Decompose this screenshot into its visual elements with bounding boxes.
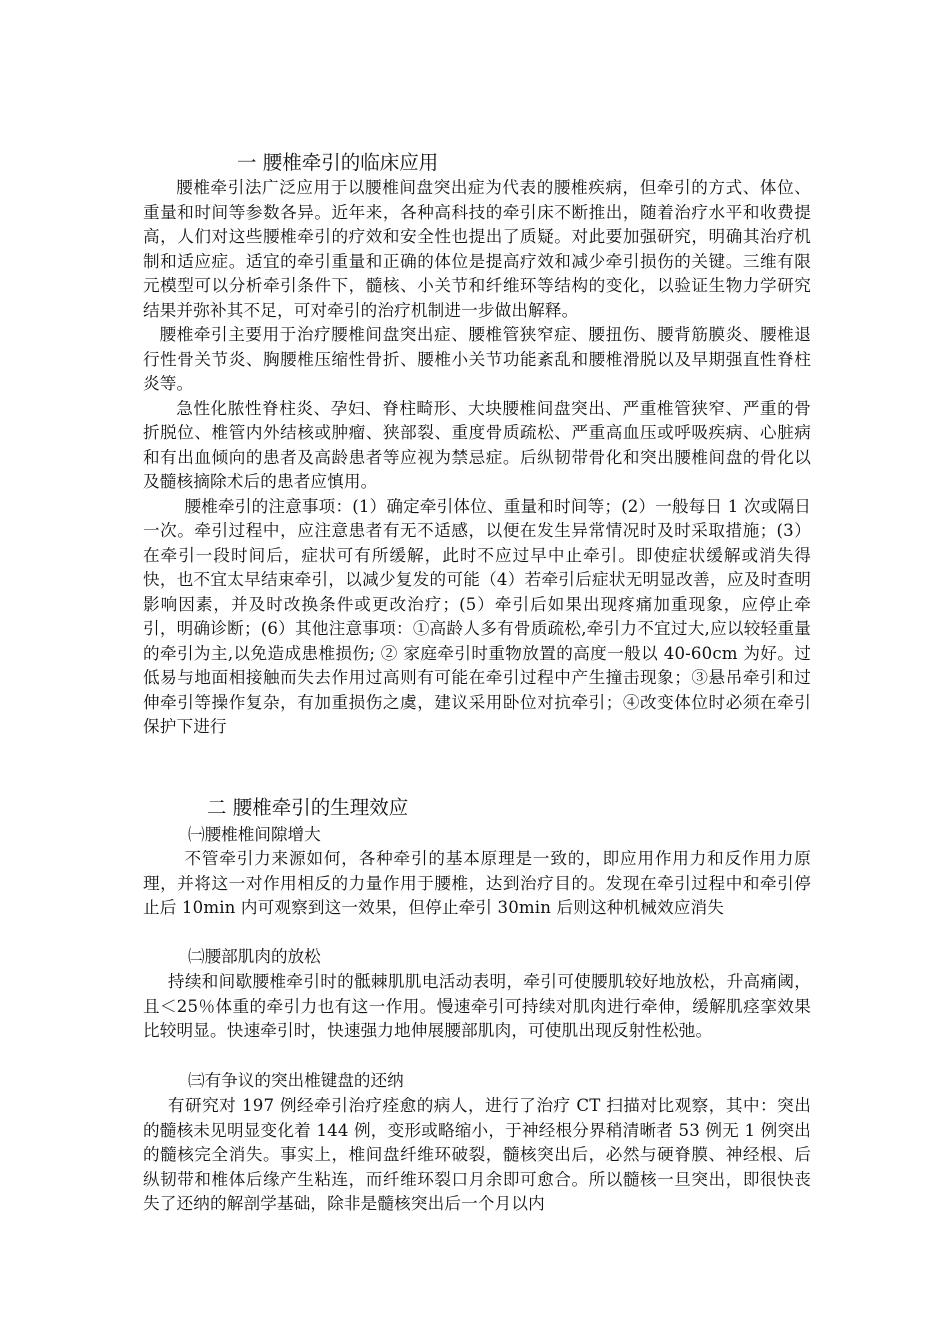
section2-sub1-title: ㈠腰椎椎间隙增大 xyxy=(188,825,321,844)
section1-paragraph-2: 腰椎牵引主要用于治疗腰椎间盘突出症、腰椎管狭窄症、腰扭伤、腰背筋膜炎、腰椎退行性骨关节炎、胸腰椎压缩性骨折、腰椎小关节功能紊乱和腰椎滑脱以及早期强直性脊柱炎等。 xyxy=(143,325,811,393)
section2-sub3-body xyxy=(143,1094,811,1217)
section1-title: 一 腰椎牵引的临床应用 xyxy=(237,151,439,174)
section1-paragraph-1: 腰椎牵引法广泛应用于以腰椎间盘突出症为代表的腰椎疾病，但牵引的方式、体位、重量和时间等参数各异。近年来，各种高科技的牵引床不断推出，随着治疗水平和收费提高，人们对这些腰椎牵引的疗效和安全性也提出了质疑。对此要加强研究，明确其治疗机制和适应症。适宜的牵引重量和正确的体位是提高疗效和减少牵引损伤的关键。三维有限元模型可以分析牵引条件下，髓核、小关节和纤维环等结构的变化，以验证生物力学研究结果并弥补其不足，可对牵引的治疗机制进一步做出解释。 xyxy=(143,178,811,320)
section2-title: 二 腰椎牵引的生理效应 xyxy=(207,796,409,819)
section1-body xyxy=(143,176,811,740)
section2-sub2-title: ㈡腰部肌肉的放松 xyxy=(188,947,321,966)
section2-sub3-title: ㈢有争议的突出椎键盘的还纳 xyxy=(188,1071,404,1090)
section2-sub2-text: 持续和间歇腰椎牵引时的骶棘肌肌电活动表明，牵引可使腰肌较好地放松，升高痛阈，且＜25％体重的牵引力也有这一作用。慢速牵引可持续对肌肉进行牵伸，缓解肌痉挛效果比较明显。快速牵引时，快速强力地伸展腰部肌肉，可使肌出现反射性松弛。 xyxy=(143,972,811,1040)
section2-sub1-text: 不管牵引力来源如何，各种牵引的基本原理是一致的，即应用作用力和反作用力原理，并将这一对作用相反的力量作用于腰椎，达到治疗目的。发现在牵引过程中和牵引停止后 10min 内可观察到这一效果，但停止牵引 30min 后则这种机械效应消失 xyxy=(143,849,811,917)
section2-sub3-text: 有研究对 197 例经牵引治疗痊愈的病人，进行了治疗 CT 扫描对比观察，其中：突出的髓核未见明显变化着 144 例，变形或略缩小，于神经根分界稍清晰者 53 例无 1 例突出的髓核完全消失。事实上，椎间盘纤维环破裂，髓核突出后，必然与硬脊膜、神经根、后纵韧带和椎体后缘产生粘连，而纤维环裂口月余即可愈合。所以髓核一旦突出，即很快丧失了还纳的解剖学基础，除非是髓核突出后一个月以内 xyxy=(143,1096,811,1213)
section1-paragraph-3: 急性化脓性脊柱炎、孕妇、脊柱畸形、大块腰椎间盘突出、严重椎管狭窄、严重的骨折脱位、椎管内外结核或肿瘤、狭部裂、重度骨质疏松、严重高血压或呼吸疾病、心脏病和有出血倾向的患者及高龄患者等应视为禁忌症。后纵韧带骨化和突出腰椎间盘的骨化以及髓核摘除术后的患者应慎用。 xyxy=(143,398,811,491)
section1-paragraph-4: 腰椎牵引的注意事项：(1）确定牵引体位、重量和时间等；(2）一般每日 1 次或隔日一次。牵引过程中，应注意患者有无不适感，以便在发生异常情况时及时采取措施；(3）在牵引一段时间后，症状可有所缓解，此时不应过早中止牵引。即使症状缓解或消失得快，也不宜太早结束牵引，以减少复发的可能（4）若牵引后症状无明显改善，应及时查明影响因素，并及时改换条件或更改治疗；(5）牵引后如果出现疼痛加重现象，应停止牵引，明确诊断；(6）其他注意事项：①高龄人多有骨质疏松,牵引力不宜过大,应以较轻重量的牵引为主,以免造成患椎损伤; ② 家庭牵引时重物放置的高度一般以 40-60cm 为好。过低易与地面相接触而失去作用过高则有可能在牵引过程中产生撞击现象；③悬吊牵引和过伸牵引等操作复杂，有加重损伤之虞，建议采用卧位对抗牵引；④改变体位时必须在牵引保护下进行 xyxy=(143,496,811,736)
section2-sub2-body xyxy=(143,970,811,1044)
section2-sub1-body xyxy=(143,847,811,921)
